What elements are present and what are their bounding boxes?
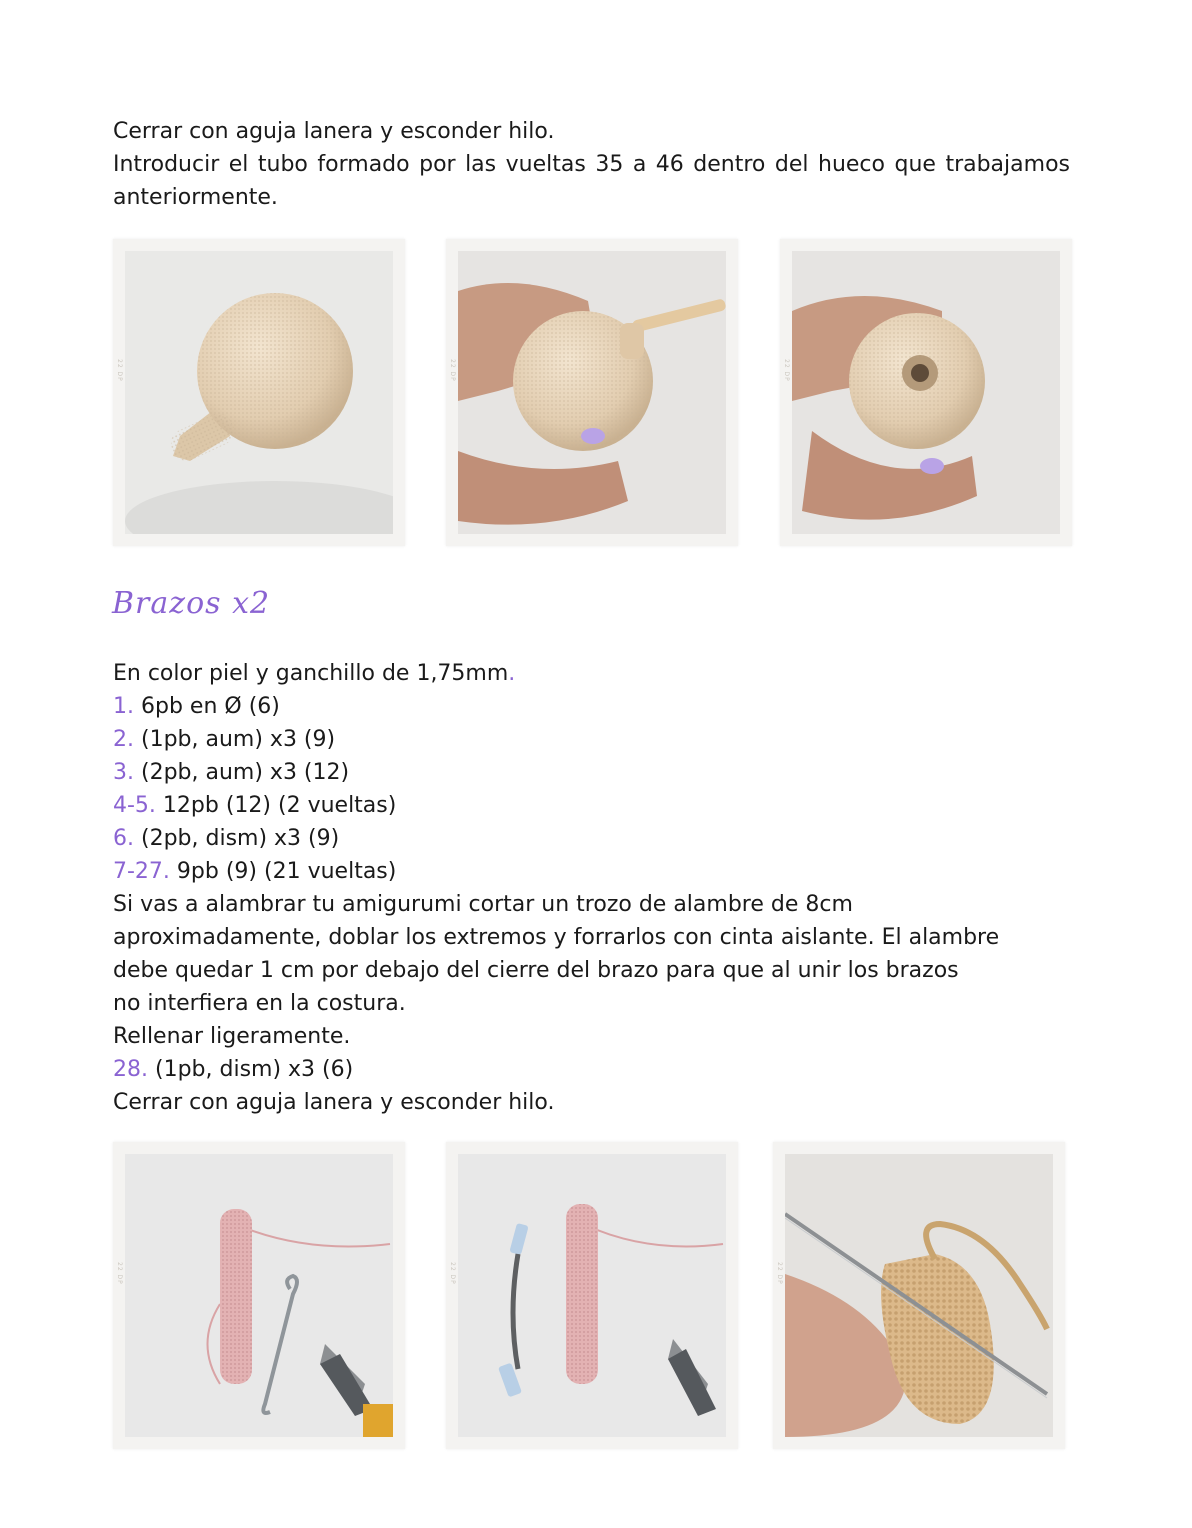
inserting-tube-with-stick-photo xyxy=(458,251,726,534)
pink-arm-taped-wire-photo xyxy=(458,1154,726,1437)
wire-line: aproximadamente, doblar los extremos y forrarlos con cinta aislante. El alambre xyxy=(113,925,1000,950)
round-number: 3. xyxy=(113,760,134,785)
round-row xyxy=(113,1053,1070,1086)
intro-text xyxy=(113,115,1070,214)
wire-line: Si vas a alambrar tu amigurumi cortar un trozo de alambre de 8cm xyxy=(113,892,853,917)
section-heading: Brazos x2 xyxy=(112,586,271,621)
round-row xyxy=(113,756,1070,789)
wire-line: no interfiera en la costura. xyxy=(113,991,406,1016)
closing-line: Cerrar con aguja lanera y esconder hilo. xyxy=(113,1090,555,1115)
round-row xyxy=(113,822,1070,855)
pink-arm-with-wire-photo xyxy=(125,1154,393,1437)
pattern-instructions xyxy=(113,657,1070,1119)
photo-frame-1: 22 DP xyxy=(113,239,405,546)
ball-with-hole-photo xyxy=(792,251,1060,534)
round-text: 9pb (9) (21 vueltas) xyxy=(169,859,397,884)
photo-frame-4: 22 DP xyxy=(113,1142,405,1449)
round-row xyxy=(113,723,1070,756)
round-row xyxy=(113,855,1070,888)
round-text: 12pb (12) (2 vueltas) xyxy=(155,793,397,818)
materials-line xyxy=(113,657,1070,690)
round-number: 1. xyxy=(113,694,134,719)
intro-line-1: Cerrar con aguja lanera y esconder hilo. xyxy=(113,119,555,144)
stuffing-line: Rellenar ligeramente. xyxy=(113,1024,351,1049)
round-number: 2. xyxy=(113,727,134,752)
photo-frame-2: 22 DP xyxy=(446,239,738,546)
round-text: (1pb, dism) x3 (6) xyxy=(148,1057,354,1082)
wire-line: debe quedar 1 cm por debajo del cierre del brazo para que al unir los brazos xyxy=(113,958,959,983)
round-number: 6. xyxy=(113,826,134,851)
round-row xyxy=(113,789,1070,822)
photo-frame-6: 22 DP xyxy=(773,1142,1065,1449)
round-text: (2pb, aum) x3 (12) xyxy=(134,760,350,785)
round-number: 4-5. xyxy=(113,793,156,818)
crochet-ball-with-tube-photo xyxy=(125,251,393,534)
materials-period: . xyxy=(508,661,516,686)
round-text: 6pb en Ø (6) xyxy=(134,694,280,719)
intro-line-2: Introducir el tubo formado por las vueltas 35 a 46 dentro del hueco que trabajamos anteriormente. xyxy=(113,152,1070,210)
crochet-hook-closing-arm-photo xyxy=(785,1154,1053,1437)
round-text: (2pb, dism) x3 (9) xyxy=(134,826,340,851)
round-number: 7-27. xyxy=(113,859,170,884)
round-number: 28. xyxy=(113,1057,148,1082)
round-text: (1pb, aum) x3 (9) xyxy=(134,727,336,752)
photo-frame-5: 22 DP xyxy=(446,1142,738,1449)
round-row xyxy=(113,690,1070,723)
photo-frame-3: 22 DP xyxy=(780,239,1072,546)
materials-text: En color piel y ganchillo de 1,75mm xyxy=(113,661,509,686)
